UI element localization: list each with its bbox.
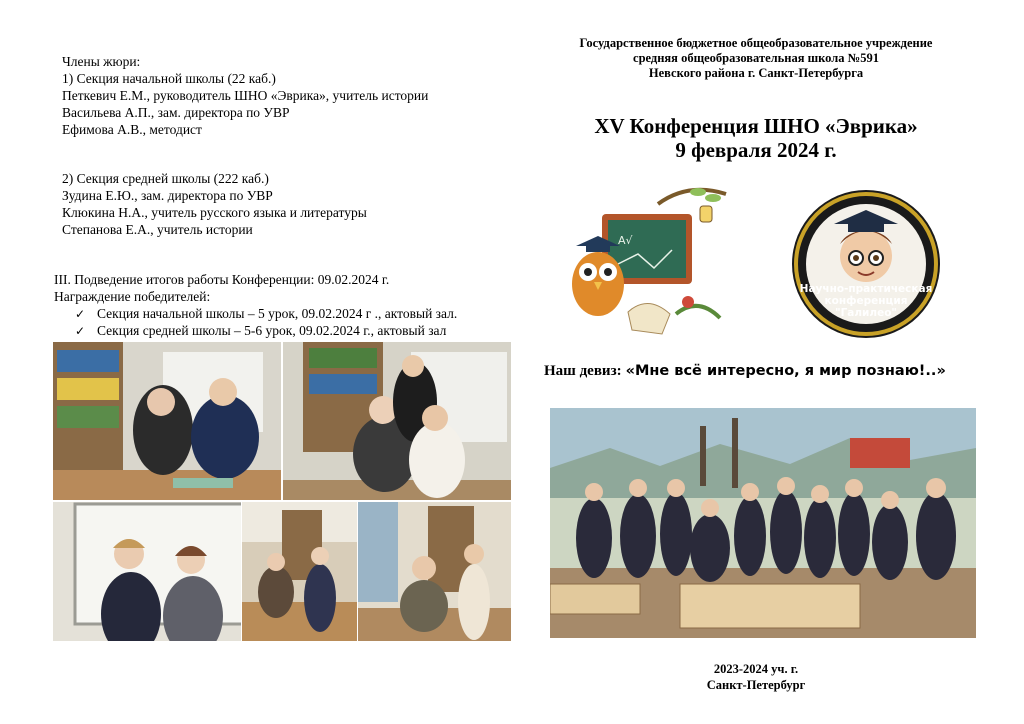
awards-title: Награждение победителей:: [54, 289, 211, 304]
conference-date: 9 февраля 2024 г.: [675, 138, 837, 162]
logo-text: конференция: [824, 295, 908, 307]
school-line: средняя общеобразовательная школа №591: [633, 51, 879, 65]
jury-member: Степанова Е.А., учитель истории: [62, 222, 253, 237]
jury-member: Клюкина Н.А., учитель русского языка и литературы: [62, 205, 367, 220]
svg-text:A√: A√: [618, 234, 633, 247]
section1-title: 1) Секция начальной школы (22 каб.): [62, 71, 276, 86]
jury-member: Ефимова А.В., методист: [62, 122, 202, 137]
city: Санкт-Петербург: [706, 678, 806, 692]
award-item: ✓ Секция начальной школы – 5 урок, 09.02.2024 г ., актовый зал.: [75, 306, 458, 321]
academic-year: 2023-2024 уч. г.: [713, 662, 799, 676]
award-item: ✓ Секция средней школы – 5-6 урок, 09.02.2024 г., актовый зал: [75, 323, 447, 338]
conference-title: XV Конференция ШНО «Эврика»: [594, 114, 918, 138]
jury-title: Члены жюри:: [62, 54, 141, 69]
school-header: [540, 36, 972, 81]
footer: [540, 661, 972, 693]
motto-label: Наш девиз:: [544, 363, 622, 379]
owl-teacher-illustration: [558, 184, 736, 340]
motto-text: «Мне всё интересно, я мир познаю!..»: [625, 363, 946, 379]
school-line: Невского района г. Санкт-Петербурга: [648, 66, 864, 80]
checkmark-icon: ✓: [75, 324, 86, 338]
jury-member: Зудина Е.Ю., зам. директора по УВР: [62, 188, 273, 203]
section2-title: 2) Секция средней школы (222 каб.): [62, 171, 269, 186]
photo-jury-students: [283, 342, 511, 500]
jury-member: Васильева А.П., зам. директора по УВР: [62, 105, 290, 120]
group-photo: [550, 408, 976, 638]
photo-teacher-student: [53, 502, 241, 641]
results-line: III. Подведение итогов работы Конференции: 09.02.2024 г.: [54, 272, 390, 287]
logo-text: Научно-практическая: [799, 283, 933, 295]
jury-member: Петкевич Е.М., руководитель ШНО «Эврика», учитель истории: [62, 88, 429, 103]
photo-presentation: [242, 502, 357, 641]
school-line: Государственное бюджетное общеобразовательное учреждение: [579, 36, 933, 50]
logo-text: "Галилео": [835, 307, 897, 319]
checkmark-icon: ✓: [75, 307, 86, 321]
photo-jury-table: [53, 342, 281, 500]
galileo-logo-caption: [790, 283, 942, 319]
photo-jury-teacher: [358, 502, 511, 641]
motto: [544, 362, 946, 380]
